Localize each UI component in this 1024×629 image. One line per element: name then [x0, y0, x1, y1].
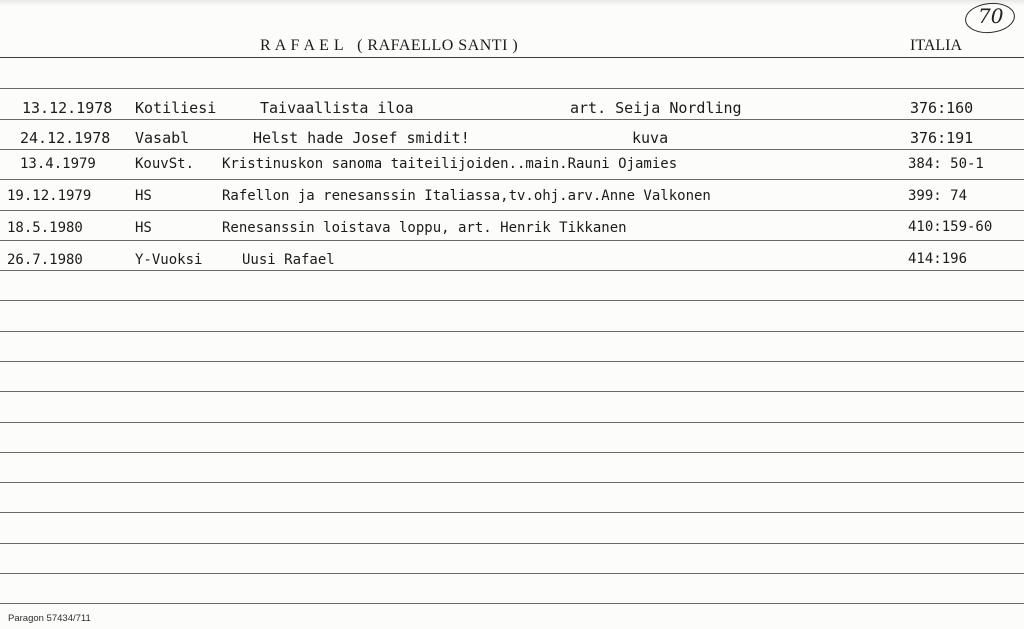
card-country: ITALIA [910, 37, 963, 54]
entry-reference: 376:191 [910, 129, 974, 147]
entry-date: 24.12.1978 [20, 129, 111, 147]
entry-title: Renesanssin loistava loppu, art. Henrik Tikkanen [222, 220, 627, 236]
ruled-line [0, 482, 1024, 483]
ruled-line [0, 422, 1024, 423]
ruled-line [0, 512, 1024, 513]
ruled-line [0, 240, 1024, 241]
ruled-line [0, 210, 1024, 211]
entry-title: Uusi Rafael [242, 252, 335, 268]
ruled-line [0, 452, 1024, 453]
entry-source: HS [135, 188, 152, 204]
ruled-line [0, 543, 1024, 544]
ruled-line [0, 270, 1024, 271]
printer-mark: Paragon 57434/711 [8, 613, 91, 624]
ruled-line [0, 300, 1024, 301]
header-rule [0, 57, 1024, 58]
entry-date: 19.12.1979 [7, 188, 92, 204]
card-heading: R A F A E L ( RAFAELLO SANTI ) [260, 37, 519, 54]
ruled-line [0, 331, 1024, 332]
ruled-line [0, 119, 1024, 120]
entry-note: kuva [632, 129, 669, 147]
entry-title: Helst hade Josef smidit! [253, 129, 470, 147]
ruled-line [0, 391, 1024, 392]
entry-reference: 376:160 [910, 99, 974, 117]
entry-source: HS [135, 220, 152, 236]
entry-source: Y-Vuoksi [135, 252, 203, 268]
ruled-line [0, 603, 1024, 604]
entry-reference: 410:159-60 [908, 219, 993, 235]
ruled-line [0, 361, 1024, 362]
entry-reference: 399: 74 [908, 188, 968, 204]
entry-source: Vasabl [135, 129, 190, 147]
entry-note: art. Seija Nordling [570, 99, 742, 117]
entry-reference: 384: 50-1 [908, 156, 984, 172]
entry-reference: 414:196 [908, 251, 968, 267]
entry-date: 13.4.1979 [20, 156, 96, 172]
entry-date: 13.12.1978 [22, 99, 113, 117]
entry-date: 18.5.1980 [7, 220, 83, 236]
card-number: 70 [978, 4, 1004, 28]
card-top-edge [0, 0, 1024, 6]
entry-title: Rafellon ja renesanssin Italiassa,tv.ohj.arv.Anne Valkonen [222, 188, 711, 204]
entry-date: 26.7.1980 [7, 252, 83, 268]
ruled-line [0, 149, 1024, 150]
entry-source: KouvSt. [135, 156, 195, 172]
ruled-line [0, 179, 1024, 180]
ruled-line [0, 573, 1024, 574]
entry-source: Kotiliesi [135, 99, 217, 117]
entry-title: Taivaallista iloa [260, 99, 414, 117]
entry-title: Kristinuskon sanoma taiteilijoiden..main.Rauni Ojamies [222, 156, 678, 172]
ruled-line [0, 88, 1024, 89]
